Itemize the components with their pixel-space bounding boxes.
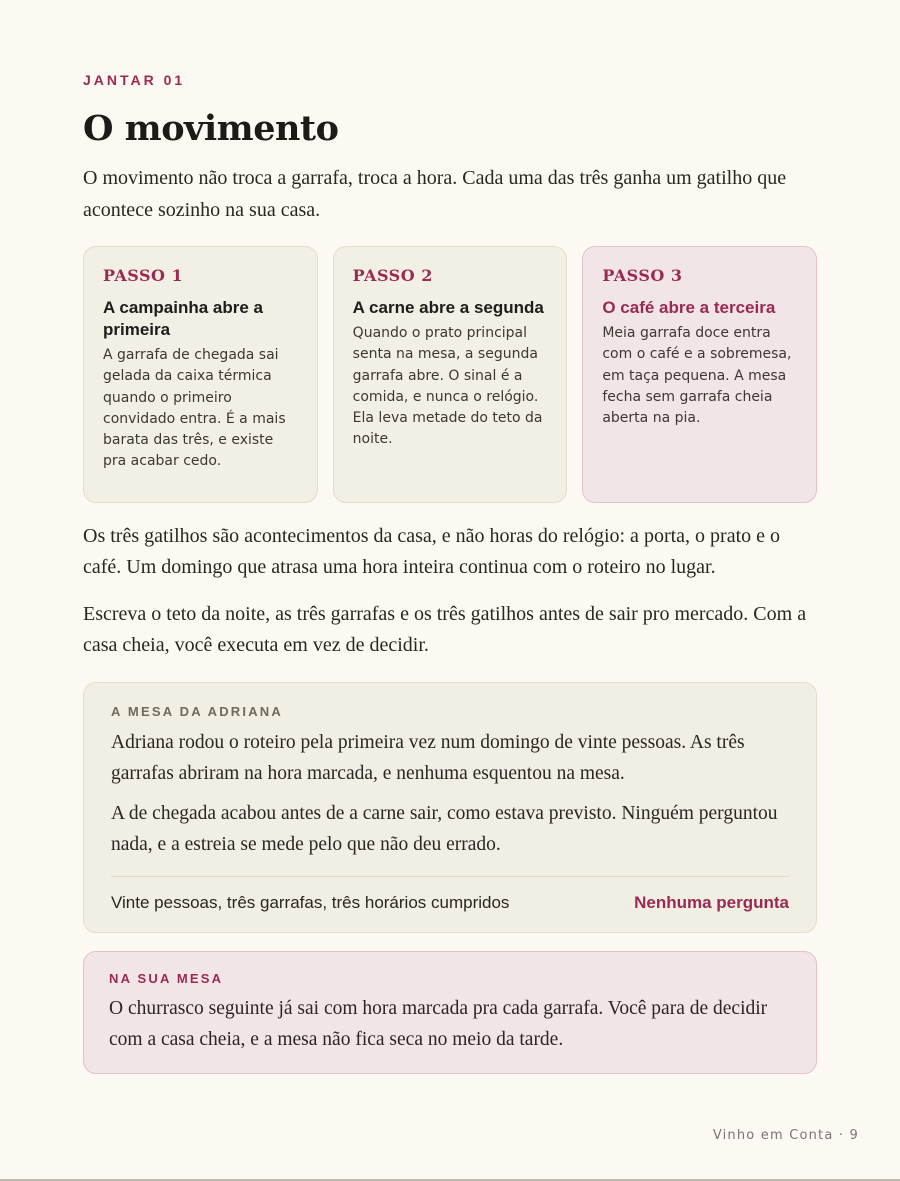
divider [111,876,789,877]
case-study-box [83,682,817,933]
step-body: Quando o prato principal senta na mesa, a segunda garrafa abre. O sinal é a comida, e nunca o relógio. Ela leva metade do teto da noite. [352,325,543,448]
case-study-paragraph-2: A de chegada acabou antes de a carne sair, como estava previsto. Ninguém perguntou nada, e a estreia se mede pelo que não deu errado. [111,803,778,855]
steps-row [83,246,817,503]
case-study-result: Nenhuma pergunta [634,893,789,912]
step-body: Meia garrafa doce entra com o café e a sobremesa, em taça pequena. A mesa fecha sem garrafa cheia aberta na pia. [602,325,792,427]
step-card-1 [83,246,318,503]
step-card-2 [333,246,568,503]
step-title: A campainha abre a primeira [103,298,263,339]
step-label: PASSO 1 [103,266,184,285]
section-eyebrow: JANTAR 01 [83,72,186,88]
case-study-summary: Vinte pessoas, três garrafas, três horários cumpridos [111,893,510,912]
step-label: PASSO 2 [352,266,433,285]
step-body: A garrafa de chegada sai gelada da caixa térmica quando o primeiro convidado entra. É a mais barata das três, e existe pra acabar cedo. [103,347,286,470]
intro-paragraph: O movimento não troca a garrafa, troca a hora. Cada uma das três ganha um gatilho que acontece sozinho na sua casa. [83,167,787,221]
action-callout [83,951,817,1074]
page-footer: Vinho em Conta · 9 [712,1128,859,1143]
body-paragraph-2: Escreva o teto da noite, as três garrafas e os três gatilhos antes de sair pro mercado. Com a casa cheia, você executa em vez de decidir. [83,603,807,656]
callout-text: O churrasco seguinte já sai com hora marcada pra cada garrafa. Você para de decidir com a casa cheia, e a mesa não fica seca no meio da tarde. [109,998,768,1050]
page-title: O movimento [83,108,339,149]
callout-label: NA SUA MESA [109,971,224,986]
case-study-label: A MESA DA ADRIANA [111,704,283,719]
step-title: A carne abre a segunda [352,298,544,317]
body-paragraph-1: Os três gatilhos são acontecimentos da casa, e não horas do relógio: a porta, o prato e o café. Um domingo que atrasa uma hora inteira continua com o roteiro no lugar. [83,525,781,578]
step-card-3 [582,246,817,503]
step-label: PASSO 3 [602,266,683,285]
case-study-paragraph-1: Adriana rodou o roteiro pela primeira vez num domingo de vinte pessoas. As três garrafas abriram na hora marcada, e nenhuma esquentou na mesa. [111,732,745,784]
step-title: O café abre a terceira [602,298,776,317]
